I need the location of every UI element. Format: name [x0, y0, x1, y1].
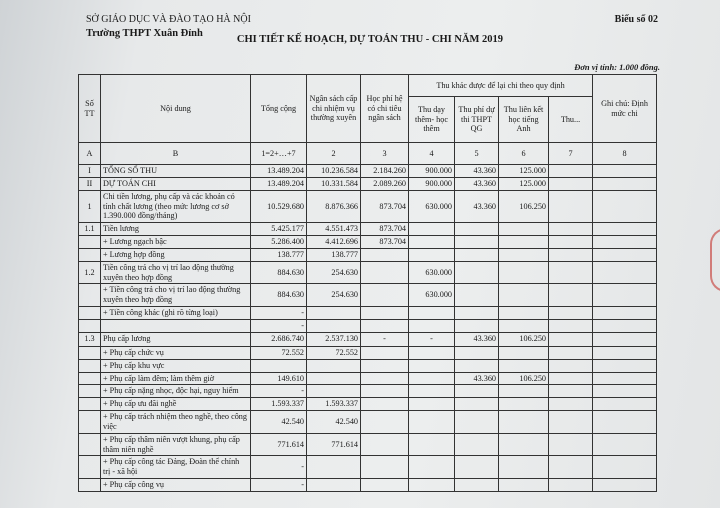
- cell-col1: 10.529.680: [251, 190, 307, 223]
- cell-content: + Phụ cấp công tác Đảng, Đoàn thể chính trị - xã hội: [101, 456, 251, 479]
- cell-content: + Phụ cấp thâm niên vượt khung, phụ cấp thâm niên nghề: [101, 433, 251, 456]
- cell-col5: [455, 223, 499, 236]
- cell-stt: [79, 385, 101, 398]
- cell-col4: [409, 307, 455, 320]
- cell-col6: 125.000: [499, 165, 549, 178]
- cell-col8: [593, 479, 657, 492]
- cell-col1: 884.630: [251, 261, 307, 284]
- cell-col6: [499, 307, 549, 320]
- cell-col2: [307, 359, 361, 372]
- cell-col3: [361, 433, 409, 456]
- cell-col5: [455, 479, 499, 492]
- cell-col3: [361, 456, 409, 479]
- cell-col8: [593, 307, 657, 320]
- cell-stt: [79, 248, 101, 261]
- cell-col8: [593, 223, 657, 236]
- cell-col2: 10.236.584: [307, 165, 361, 178]
- cell-col7: [549, 319, 593, 332]
- table-row: [79, 248, 657, 261]
- header-note: Ghi chú: Định mức chi: [593, 75, 657, 143]
- cell-col3: [361, 319, 409, 332]
- cell-col4: 630.000: [409, 284, 455, 307]
- cell-col7: [549, 284, 593, 307]
- cell-col3: [361, 284, 409, 307]
- cell-stt: [79, 372, 101, 385]
- cell-col5: [455, 307, 499, 320]
- cell-col7: [549, 307, 593, 320]
- cell-col4: [409, 456, 455, 479]
- cell-col1: 13.489.204: [251, 177, 307, 190]
- index-cell: 3: [361, 143, 409, 165]
- cell-col8: [593, 359, 657, 372]
- cell-col3: [361, 359, 409, 372]
- table-row: [79, 456, 657, 479]
- cell-col3: -: [361, 332, 409, 346]
- cell-content: Tiền lương: [101, 223, 251, 236]
- cell-col4: [409, 433, 455, 456]
- cell-col5: [455, 411, 499, 434]
- cell-content: + Phụ cấp công vụ: [101, 479, 251, 492]
- cell-content: TỔNG SỐ THU: [101, 165, 251, 178]
- index-cell: 1=2+…+7: [251, 143, 307, 165]
- header-other: Thu...: [549, 97, 593, 143]
- cell-col7: [549, 456, 593, 479]
- header-tuition: Học phí hệ có chi tiêu ngân sách: [361, 75, 409, 143]
- table-row: [79, 372, 657, 385]
- cell-col3: [361, 261, 409, 284]
- cell-col5: [455, 261, 499, 284]
- cell-col3: 873.704: [361, 223, 409, 236]
- cell-col3: 873.704: [361, 236, 409, 249]
- cell-col4: [409, 236, 455, 249]
- school-name: Trường THPT Xuân Đỉnh: [86, 28, 203, 39]
- cell-col7: [549, 398, 593, 411]
- table-row: [79, 479, 657, 492]
- table-row: [79, 433, 657, 456]
- cell-stt: 1.1: [79, 223, 101, 236]
- cell-col6: [499, 261, 549, 284]
- cell-content: + Phụ cấp nặng nhọc, độc hại, nguy hiểm: [101, 385, 251, 398]
- cell-col6: [499, 223, 549, 236]
- cell-col1: 72.552: [251, 346, 307, 359]
- cell-col7: [549, 372, 593, 385]
- cell-col7: [549, 177, 593, 190]
- cell-col3: [361, 398, 409, 411]
- header-extra-class: Thu dạy thêm- học thêm: [409, 97, 455, 143]
- cell-col8: [593, 332, 657, 346]
- cell-col1: -: [251, 307, 307, 320]
- cell-col1: -: [251, 456, 307, 479]
- cell-col6: 106.250: [499, 372, 549, 385]
- cell-content: + Tiền công khác (ghi rõ từng loại): [101, 307, 251, 320]
- cell-content: + Phụ cấp chức vụ: [101, 346, 251, 359]
- cell-col2: 2.537.130: [307, 332, 361, 346]
- cell-col3: [361, 307, 409, 320]
- index-cell: 7: [549, 143, 593, 165]
- cell-col3: [361, 346, 409, 359]
- table-row: [79, 319, 657, 332]
- cell-col8: [593, 319, 657, 332]
- cell-col4: 630.000: [409, 261, 455, 284]
- cell-col2: 138.777: [307, 248, 361, 261]
- cell-stt: [79, 411, 101, 434]
- cell-col4: 900.000: [409, 165, 455, 178]
- cell-col4: [409, 385, 455, 398]
- cell-col5: 43.360: [455, 165, 499, 178]
- cell-col5: 43.360: [455, 190, 499, 223]
- cell-stt: [79, 319, 101, 332]
- header-english: Thu liên kết học tiếng Anh: [499, 97, 549, 143]
- cell-col8: [593, 177, 657, 190]
- cell-col2: 10.331.584: [307, 177, 361, 190]
- cell-col1: 1.593.337: [251, 398, 307, 411]
- cell-stt: [79, 236, 101, 249]
- cell-col2: 254.630: [307, 284, 361, 307]
- cell-col7: [549, 346, 593, 359]
- cell-col8: [593, 165, 657, 178]
- cell-col3: 2.184.260: [361, 165, 409, 178]
- cell-col6: 106.250: [499, 190, 549, 223]
- index-cell: B: [101, 143, 251, 165]
- cell-col7: [549, 385, 593, 398]
- table-row: [79, 223, 657, 236]
- cell-col8: [593, 398, 657, 411]
- index-cell: 4: [409, 143, 455, 165]
- cell-stt: [79, 398, 101, 411]
- cell-col6: [499, 456, 549, 479]
- header-stt: Số TT: [79, 75, 101, 143]
- header-total: Tổng cộng: [251, 75, 307, 143]
- cell-col6: [499, 319, 549, 332]
- budget-table: [78, 74, 657, 492]
- cell-stt: 1.2: [79, 261, 101, 284]
- table-row: [79, 177, 657, 190]
- cell-col1: 5.425.177: [251, 223, 307, 236]
- table-row: [79, 346, 657, 359]
- cell-col6: [499, 284, 549, 307]
- cell-stt: [79, 307, 101, 320]
- cell-col8: [593, 411, 657, 434]
- cell-col3: 2.089.260: [361, 177, 409, 190]
- form-number: Biểu số 02: [614, 14, 658, 25]
- cell-col4: 900.000: [409, 177, 455, 190]
- cell-col3: [361, 411, 409, 434]
- cell-col5: [455, 385, 499, 398]
- cell-col4: [409, 359, 455, 372]
- cell-col6: [499, 359, 549, 372]
- cell-stt: [79, 284, 101, 307]
- cell-col6: [499, 385, 549, 398]
- cell-col8: [593, 456, 657, 479]
- cell-col5: 43.360: [455, 332, 499, 346]
- column-index-row: [79, 143, 657, 165]
- cell-col8: [593, 261, 657, 284]
- cell-col5: [455, 236, 499, 249]
- cell-col3: [361, 385, 409, 398]
- cell-col4: [409, 346, 455, 359]
- cell-col1: 138.777: [251, 248, 307, 261]
- cell-col6: 106.250: [499, 332, 549, 346]
- cell-col2: 72.552: [307, 346, 361, 359]
- table-row: [79, 236, 657, 249]
- table-row: [79, 190, 657, 223]
- cell-stt: [79, 479, 101, 492]
- cell-col2: 8.876.366: [307, 190, 361, 223]
- cell-col2: 4.412.696: [307, 236, 361, 249]
- cell-col7: [549, 433, 593, 456]
- cell-content: + Tiền công trả cho vị trí lao động thường xuyên theo hợp đồng: [101, 284, 251, 307]
- cell-content: + Lương ngạch bậc: [101, 236, 251, 249]
- cell-col3: [361, 372, 409, 385]
- index-cell: 2: [307, 143, 361, 165]
- header-exam-fee: Thu phí dự thi THPT QG: [455, 97, 499, 143]
- cell-col8: [593, 385, 657, 398]
- cell-content: Chi tiền lương, phụ cấp và các khoản có tính chất lương (theo mức lương cơ sở 1.390.000 đồng/tháng): [101, 190, 251, 223]
- cell-col8: [593, 236, 657, 249]
- cell-col1: 42.540: [251, 411, 307, 434]
- cell-col4: [409, 223, 455, 236]
- cell-col1: 771.614: [251, 433, 307, 456]
- header-budget: Ngân sách cấp chi nhiệm vụ thường xuyên: [307, 75, 361, 143]
- cell-stt: [79, 359, 101, 372]
- cell-col4: [409, 372, 455, 385]
- cell-stt: 1: [79, 190, 101, 223]
- header-content: Nội dung: [101, 75, 251, 143]
- document-title: CHI TIẾT KẾ HOẠCH, DỰ TOÁN THU - CHI NĂM 2019: [236, 34, 504, 45]
- cell-col5: [455, 433, 499, 456]
- index-cell: 8: [593, 143, 657, 165]
- index-cell: 5: [455, 143, 499, 165]
- cell-col7: [549, 359, 593, 372]
- index-cell: 6: [499, 143, 549, 165]
- cell-col8: [593, 346, 657, 359]
- cell-col1: 884.630: [251, 284, 307, 307]
- cell-col5: [455, 319, 499, 332]
- issuing-organization: SỞ GIÁO DỤC VÀ ĐÀO TẠO HÀ NỘI: [86, 14, 251, 25]
- cell-col2: 42.540: [307, 411, 361, 434]
- table-row: [79, 332, 657, 346]
- cell-col6: [499, 248, 549, 261]
- cell-content: [101, 319, 251, 332]
- cell-col6: [499, 398, 549, 411]
- cell-col7: [549, 261, 593, 284]
- cell-col1: -: [251, 319, 307, 332]
- table-row: [79, 359, 657, 372]
- table-row: [79, 398, 657, 411]
- cell-col7: [549, 223, 593, 236]
- cell-col7: [549, 236, 593, 249]
- table-row: [79, 284, 657, 307]
- cell-col2: [307, 479, 361, 492]
- cell-col8: [593, 248, 657, 261]
- unit-note: Đơn vị tính: 1.000 đồng.: [574, 62, 660, 72]
- cell-col5: [455, 284, 499, 307]
- cell-col7: [549, 332, 593, 346]
- cell-col2: [307, 385, 361, 398]
- cell-content: + Phụ cấp ưu đãi nghề: [101, 398, 251, 411]
- cell-col5: [455, 346, 499, 359]
- cell-col2: [307, 307, 361, 320]
- cell-col1: 149.610: [251, 372, 307, 385]
- cell-col4: [409, 398, 455, 411]
- cell-content: + Phụ cấp khu vực: [101, 359, 251, 372]
- cell-col6: [499, 479, 549, 492]
- cell-col2: [307, 372, 361, 385]
- cell-col6: [499, 433, 549, 456]
- table-row: [79, 411, 657, 434]
- table-row: [79, 261, 657, 284]
- table-row: [79, 165, 657, 178]
- index-cell: A: [79, 143, 101, 165]
- cell-col1: 13.489.204: [251, 165, 307, 178]
- cell-col7: [549, 248, 593, 261]
- header-other-revenue-group: Thu khác được để lại chi theo quy định: [409, 75, 593, 97]
- cell-col8: [593, 284, 657, 307]
- cell-col4: [409, 319, 455, 332]
- cell-col1: [251, 359, 307, 372]
- cell-col1: 2.686.740: [251, 332, 307, 346]
- cell-col8: [593, 190, 657, 223]
- cell-col1: -: [251, 385, 307, 398]
- cell-col5: [455, 456, 499, 479]
- cell-content: Phụ cấp lương: [101, 332, 251, 346]
- cell-col3: [361, 248, 409, 261]
- cell-col7: [549, 479, 593, 492]
- table-row: [79, 307, 657, 320]
- cell-col3: 873.704: [361, 190, 409, 223]
- cell-content: Tiền công trả cho vị trí lao động thường xuyên theo hợp đồng: [101, 261, 251, 284]
- cell-col4: 630.000: [409, 190, 455, 223]
- cell-col6: [499, 346, 549, 359]
- cell-stt: I: [79, 165, 101, 178]
- cell-content: + Phụ cấp trách nhiệm theo nghề, theo công việc: [101, 411, 251, 434]
- cell-content: DỰ TOÁN CHI: [101, 177, 251, 190]
- cell-stt: 1.3: [79, 332, 101, 346]
- cell-stt: II: [79, 177, 101, 190]
- cell-col2: 254.630: [307, 261, 361, 284]
- cell-col5: 43.360: [455, 177, 499, 190]
- cell-col7: [549, 411, 593, 434]
- cell-content: + Lương hợp đồng: [101, 248, 251, 261]
- cell-col7: [549, 165, 593, 178]
- cell-col2: 4.551.473: [307, 223, 361, 236]
- cell-content: + Phụ cấp làm đêm; làm thêm giờ: [101, 372, 251, 385]
- cell-col1: 5.286.400: [251, 236, 307, 249]
- red-stamp-fragment: [710, 228, 720, 292]
- cell-stt: [79, 346, 101, 359]
- cell-col2: [307, 319, 361, 332]
- cell-col5: [455, 359, 499, 372]
- cell-col7: [549, 190, 593, 223]
- cell-col5: [455, 398, 499, 411]
- cell-stt: [79, 433, 101, 456]
- cell-col8: [593, 372, 657, 385]
- cell-col1: -: [251, 479, 307, 492]
- cell-col4: -: [409, 332, 455, 346]
- cell-col5: [455, 248, 499, 261]
- cell-col2: [307, 456, 361, 479]
- cell-col3: [361, 479, 409, 492]
- cell-col6: 125.000: [499, 177, 549, 190]
- cell-col4: [409, 479, 455, 492]
- cell-col6: [499, 411, 549, 434]
- cell-col4: [409, 411, 455, 434]
- cell-col6: [499, 236, 549, 249]
- cell-col8: [593, 433, 657, 456]
- cell-col2: 771.614: [307, 433, 361, 456]
- cell-col2: 1.593.337: [307, 398, 361, 411]
- table-row: [79, 385, 657, 398]
- cell-stt: [79, 456, 101, 479]
- cell-col4: [409, 248, 455, 261]
- cell-col5: 43.360: [455, 372, 499, 385]
